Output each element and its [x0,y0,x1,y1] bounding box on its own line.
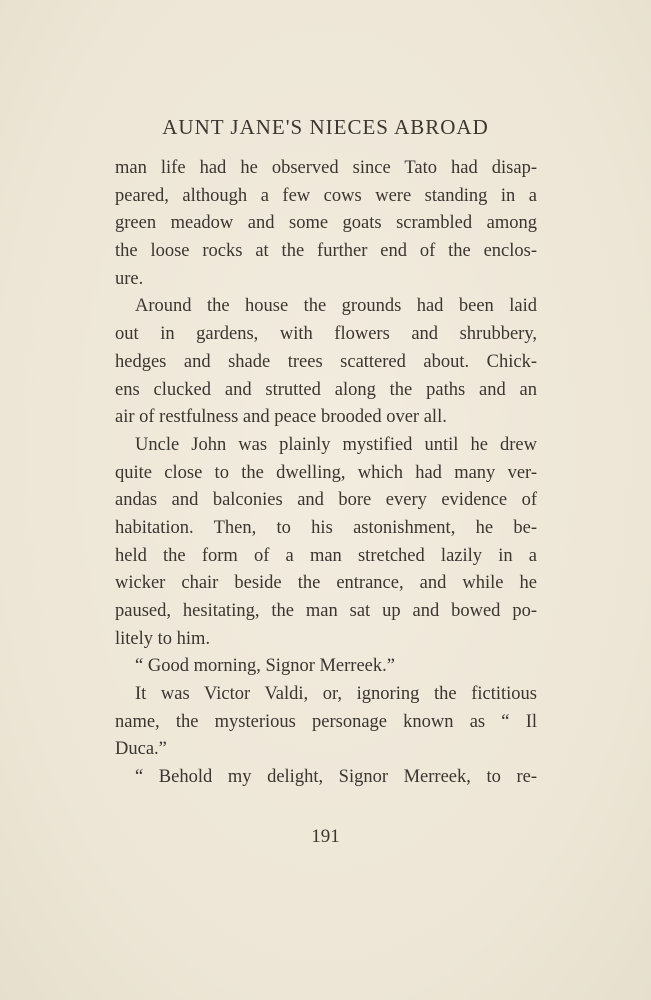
text-line: habitation. Then, to his astonishment, he be- [115,517,537,538]
running-head: AUNT JANE'S NIECES ABROAD [162,115,489,139]
text-line: paused, hesitating, the man sat up and bowed po- [115,601,537,621]
text-line: litely to him. [115,628,211,649]
text-line: Uncle John was plainly mystified until he drew [135,434,537,455]
text-line: Around the house the grounds had been laid [135,296,537,317]
text-line: ure. [115,268,144,289]
text-line: “ Behold my delight, Signor Merreek, to re- [135,767,537,788]
text-line: andas and balconies and bore every evidence of [115,490,537,511]
body-text [115,155,537,792]
text-line: man life had he observed since Tato had disap- [115,158,537,178]
text-line: ens clucked and strutted along the paths and an [115,379,537,400]
text-line: peared, although a few cows were standing in a [115,185,537,206]
text-line: quite close to the dwelling, which had many ver- [115,462,537,483]
page-number: 191 [311,826,340,847]
text-line: name, the mysterious personage known as “ Il [115,711,537,732]
text-line: “ Good morning, Signor Merreek.” [135,656,395,677]
text-line: air of restfulness and peace brooded over all. [115,407,447,428]
text-line: Duca.” [115,739,167,760]
text-line: out in gardens, with flowers and shrubbery, [115,324,537,345]
text-line: green meadow and some goats scrambled among [115,213,537,234]
text-line: It was Victor Valdi, or, ignoring the fictitious [135,684,537,705]
text-line: the loose rocks at the further end of the enclos- [115,241,537,262]
text-line: wicker chair beside the entrance, and while he [115,573,537,594]
text-line: held the form of a man stretched lazily in a [115,545,537,566]
text-line: hedges and shade trees scattered about. Chick- [115,351,537,372]
